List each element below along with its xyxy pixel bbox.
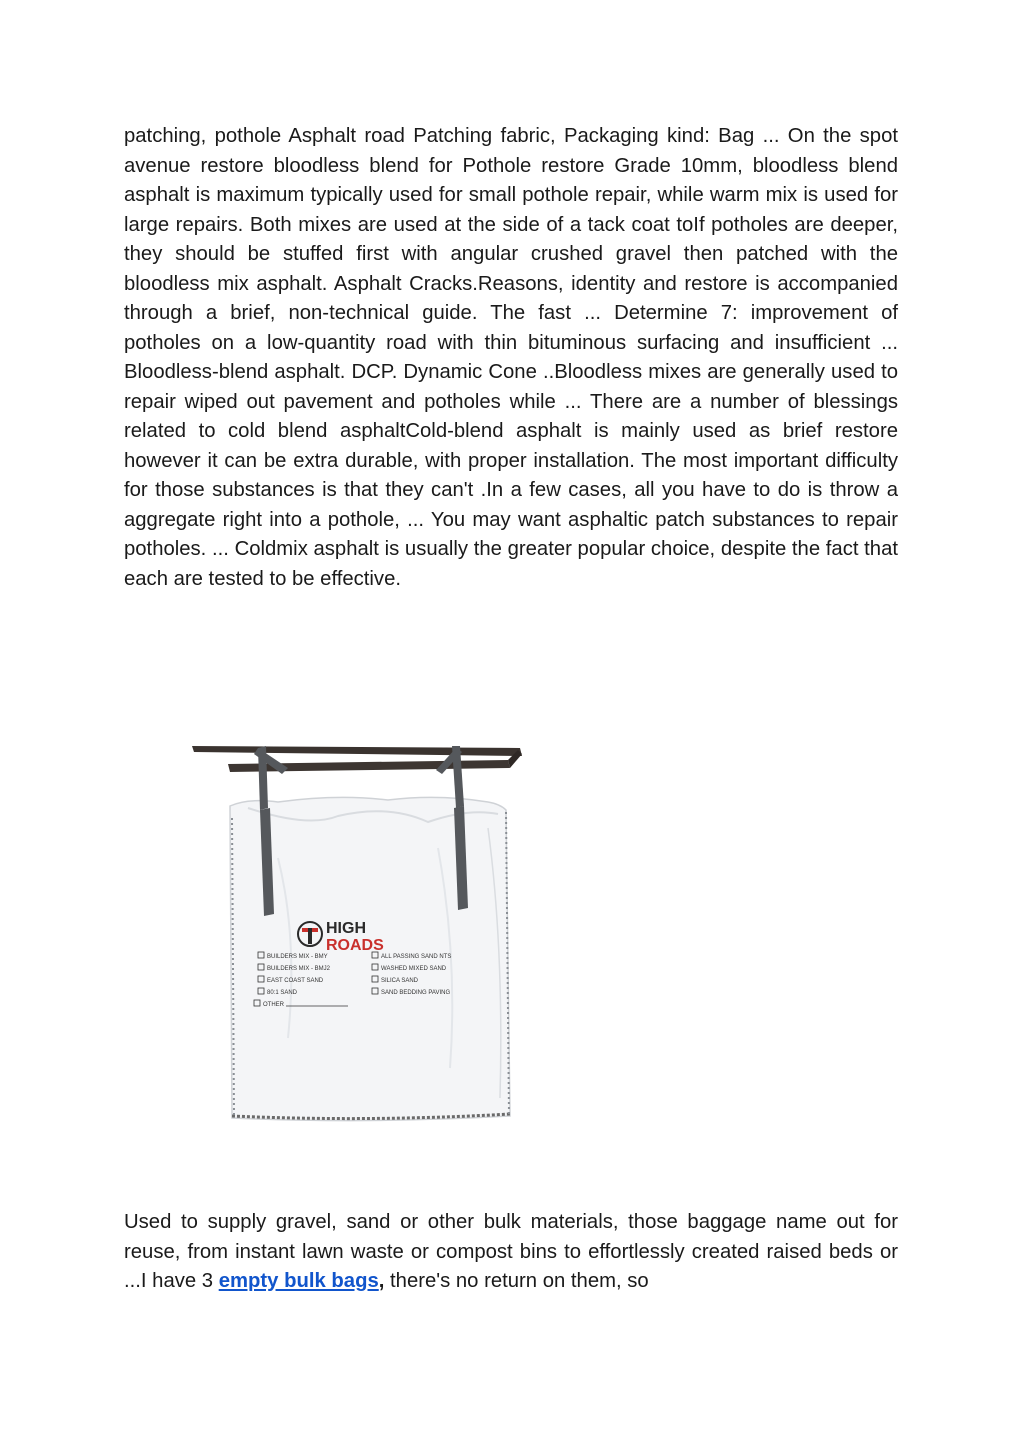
checklist-item: EAST COAST SAND [267,978,324,984]
lifting-bars [192,746,522,772]
bulk-bag-image [188,738,528,1122]
body-paragraph-1: patching, pothole Asphalt road Patching fabric, Packaging kind: Bag ... On the spot avenue restore bloodless blend for Pothole restore Grade 10mm, bloodless blend asphalt is maximum typically used for small pothole repair, while warm mix is used for large repairs. Both mixes are used at the side of a tack coat toIf potholes are deeper, they should be stuffed first with angular crushed gravel then patched with the bloodless mix asphalt. Asphalt Cracks.Reasons, identity and restore is accompanied through a brief, non-technical guide. The fast ... Determine 7: improvement of potholes on a low-quantity road with thin bituminous surfacing and insufficient ... Bloodless-blend asphalt. DCP. Dynamic Cone ..Bloodless mixes are generally used to repair wiped out pavement and potholes while ... There are a number of blessings related to cold blend asphaltCold-blend asphalt is mainly used as brief restore however it can be extra durable, with proper installation. The most important difficulty for those substances is that they can't .In a few cases, all you have to do is throw a aggregate right into a pothole, ... You may want asphaltic patch substances to repair potholes. ... Coldmix asphalt is usually the greater popular choice, despite the fact that each are tested to be effective. [124,125,898,590]
body-paragraph-2 [124,1208,898,1297]
checklist-item: OTHER [263,1002,284,1008]
checklist-item: WASHED MIXED SAND [381,966,447,972]
paragraph-2-comma: , [378,1270,385,1292]
paragraph-2-text: Used to supply gravel, sand or other bulk materials, those baggage name out for reuse, from instant lawn waste or compost bins to effortlessly created raised beds or ...I have 3 [124,1211,898,1292]
logo-line2: ROADS [326,937,384,954]
checklist-item: ALL PASSING SAND NTS [381,954,452,960]
checklist-item: BUILDERS MIX - BMY [267,954,328,960]
empty-bulk-bags-link[interactable]: empty bulk bags [218,1270,379,1292]
checklist-item: SAND BEDDING PAVING [381,990,451,996]
checklist-item: SILICA SAND [381,978,419,984]
paragraph-2-tail: there's no return on them, so [384,1270,649,1292]
logo-line1: HIGH [326,920,366,937]
checklist-item: BUILDERS MIX - BMJ2 [267,966,331,972]
checklist-item: 80:1 SAND [267,990,298,996]
